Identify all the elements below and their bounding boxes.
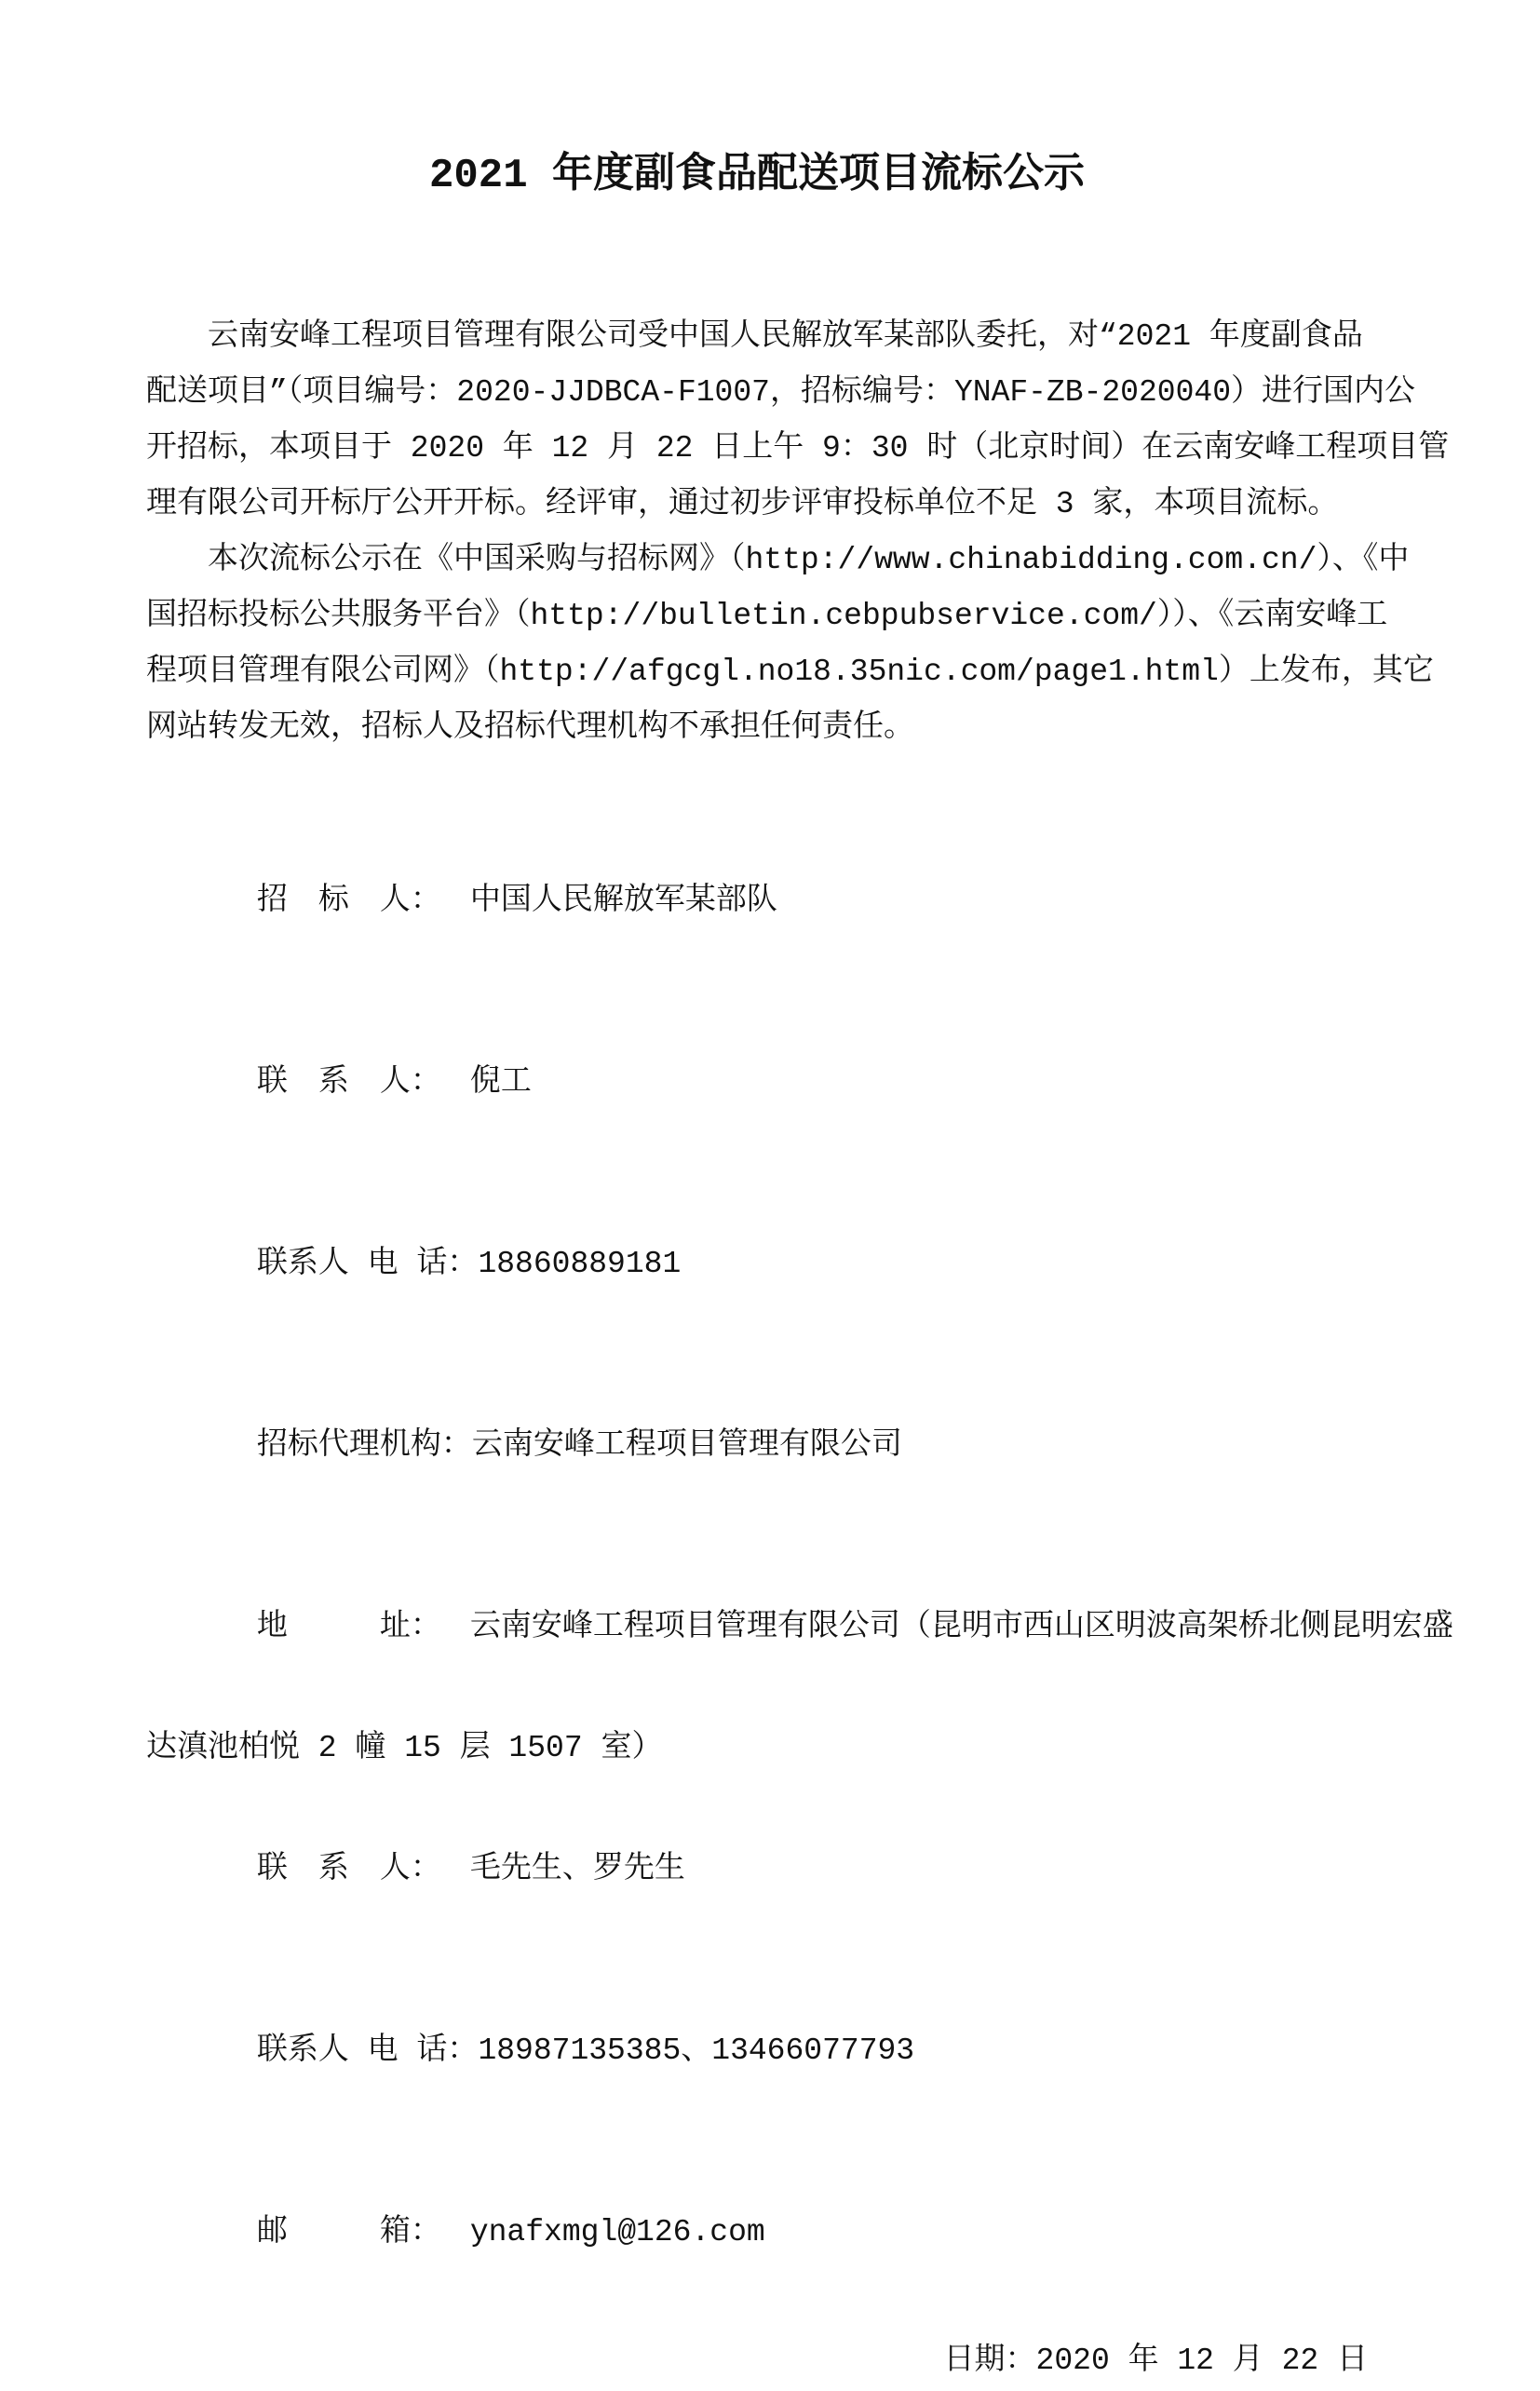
contact-value: 中国人民解放军某部队: [469, 884, 777, 918]
contact-address-wrap-line: 达滇池柏悦 2 幢 15 层 1507 室）: [146, 1731, 663, 1765]
paragraph-line: 国招标投标公共服务平台》（http://bulletin.cebpubservice.com/））、《云南安峰工: [146, 599, 1388, 633]
contact-row-agency-contact-person: [146, 1778, 1368, 1960]
date-line: 日期：2020 年 12 月 22 日: [943, 2344, 1368, 2378]
contact-row-agency: [146, 1355, 1368, 1536]
contact-row-contact-person: [146, 992, 1368, 1173]
paragraph-line: 程项目管理有限公司网》（http://afgcgl.no18.35nic.com/page1.html）上发布，其它: [146, 655, 1434, 689]
paragraph-line: 理有限公司开标厅公开开标。经评审，通过初步评审投标单位不足 3 家，本项目流标。: [146, 487, 1339, 521]
contact-label: 招标代理机构：: [256, 1428, 472, 1463]
contact-value: ynafxmgl@126.com: [469, 2215, 765, 2249]
paragraph-line: 本次流标公示在《中国采购与招标网》（http://www.chinabidding.com.cn/）、《中: [208, 543, 1410, 577]
intro-paragraph: [146, 309, 1450, 533]
contact-label: 联系人 电 话：: [256, 2033, 479, 2068]
contact-value: 倪工: [469, 1065, 532, 1100]
paragraph-line: 网站转发无效，招标人及招标代理机构不承担任何责任。: [146, 710, 914, 745]
contact-value: 云南安峰工程项目管理有限公司（昆明市西山区明波高架桥北侧昆明宏盛: [469, 1610, 1453, 1644]
publication-paragraph: [146, 533, 1434, 756]
contact-label: 地 址：: [256, 1610, 441, 1644]
contact-value: 毛先生、罗先生: [469, 1852, 685, 1886]
contact-label: 联 系 人：: [256, 1065, 441, 1100]
contact-value: 18860889181: [478, 1247, 682, 1281]
contact-label: 邮 箱：: [256, 2215, 441, 2249]
contact-row-agency-phone: [146, 1960, 1368, 2141]
contact-label: 联系人 电 话：: [256, 1247, 479, 1281]
contact-block: [146, 810, 1453, 2323]
contact-value: 云南安峰工程项目管理有限公司: [471, 1428, 902, 1463]
paragraph-line: 云南安峰工程项目管理有限公司受中国人民解放军某部队委托，对“2021 年度副食品: [208, 319, 1363, 354]
contact-label: 招 标 人：: [256, 884, 441, 918]
page-title: 2021 年度副食品配送项目流标公示: [428, 153, 1086, 199]
paragraph-line: 配送项目”（项目编号：2020-JJDBCA-F1007，招标编号：YNAF-ZB-2020040）进行国内公: [146, 375, 1416, 410]
contact-row-tenderer: [146, 810, 1368, 992]
contact-value: 18987135385、13466077793: [478, 2033, 915, 2068]
contact-row-phone: [146, 1173, 1368, 1355]
contact-row-address: [146, 1536, 1453, 1718]
contact-row-email: [146, 2141, 1368, 2323]
paragraph-line: 开招标，本项目于 2020 年 12 月 22 日上午 9：30 时（北京时间）在云南安峰工程项目管: [146, 431, 1450, 466]
contact-label: 联 系 人：: [256, 1852, 441, 1886]
